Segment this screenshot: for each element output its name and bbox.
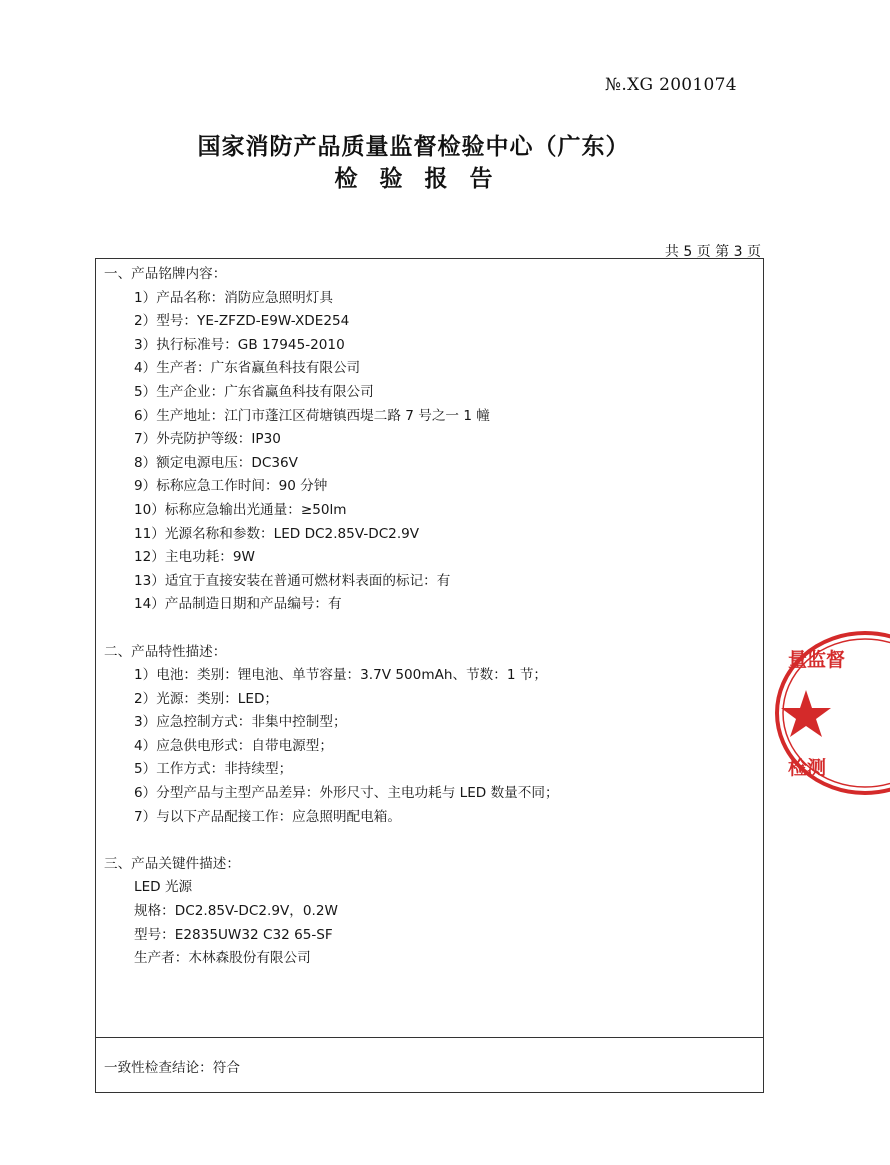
svg-text:检测: 检测 [788,757,827,779]
list-item: 4）生产者：广东省赢鱼科技有限公司 [134,360,361,377]
section-key-components [104,853,559,971]
page-info: 共 5 页 第 3 页 [664,244,761,260]
section-title: 二、产品特性描述： [104,643,227,660]
document-title: 国家消防产品质量监督检验中心（广东） [197,133,630,160]
list-item: 规格：DC2.85V-DC2.9V，0.2W [134,903,338,920]
list-item: LED 光源 [134,879,193,896]
list-item: 9）标称应急工作时间：90 分钟 [134,478,328,495]
section-nameplate [104,263,559,617]
list-item: 生产者：木林森股份有限公司 [134,950,311,967]
list-item: 1）产品名称：消防应急照明灯具 [134,289,333,306]
list-item: 4）应急供电形式：自带电源型； [134,737,333,754]
list-item: 5）工作方式：非持续型； [134,761,293,778]
list-item: 6）生产地址：江门市蓬江区荷塘镇西堤二路 7 号之一 1 幢 [134,407,490,424]
section-gap [104,829,559,853]
list-item: 7）与以下产品配接工作：应急照明配电箱。 [134,808,401,825]
list-item: 2）型号：YE-ZFZD-E9W-XDE254 [134,313,350,330]
list-item: 8）额定电源电压：DC36V [134,454,298,471]
report-content [104,263,559,971]
document-subtitle: 检验报告 [334,165,515,192]
list-item: 10）标称应急输出光通量：≥50lm [134,501,347,518]
list-item: 5）生产企业：广东省赢鱼科技有限公司 [134,383,374,400]
section-characteristics [104,641,559,830]
list-item: 3）应急控制方式：非集中控制型； [134,714,347,731]
conclusion-divider [96,1037,763,1038]
list-item: 11）光源名称和参数：LED DC2.85V-DC2.9V [134,525,420,542]
section-title: 三、产品关键件描述： [104,855,240,872]
section-gap [104,617,559,641]
list-item: 12）主电功耗：9W [134,549,255,566]
svg-text:量监督: 量监督 [788,649,846,671]
list-item: 7）外壳防护等级：IP30 [134,431,281,448]
list-item: 1）电池：类别：锂电池、单节容量：3.7V 500mAh、节数：1 节； [134,667,548,684]
list-item: 14）产品制造日期和产品编号：有 [134,596,342,613]
red-seal-stamp [770,628,890,798]
list-item: 13）适宜于直接安装在普通可燃材料表面的标记：有 [134,572,451,589]
report-number: №.XG 2001074 [605,75,737,95]
list-item: 3）执行标准号：GB 17945-2010 [134,336,345,353]
list-item: 6）分型产品与主型产品差异：外形尺寸、主电功耗与 LED 数量不同； [134,785,559,802]
section-title: 一、产品铭牌内容： [104,266,227,282]
list-item: 型号：E2835UW32 C32 65-SF [134,926,333,943]
list-item: 2）光源：类别：LED； [134,690,279,707]
conclusion: 一致性检查结论：符合 [104,1060,240,1076]
